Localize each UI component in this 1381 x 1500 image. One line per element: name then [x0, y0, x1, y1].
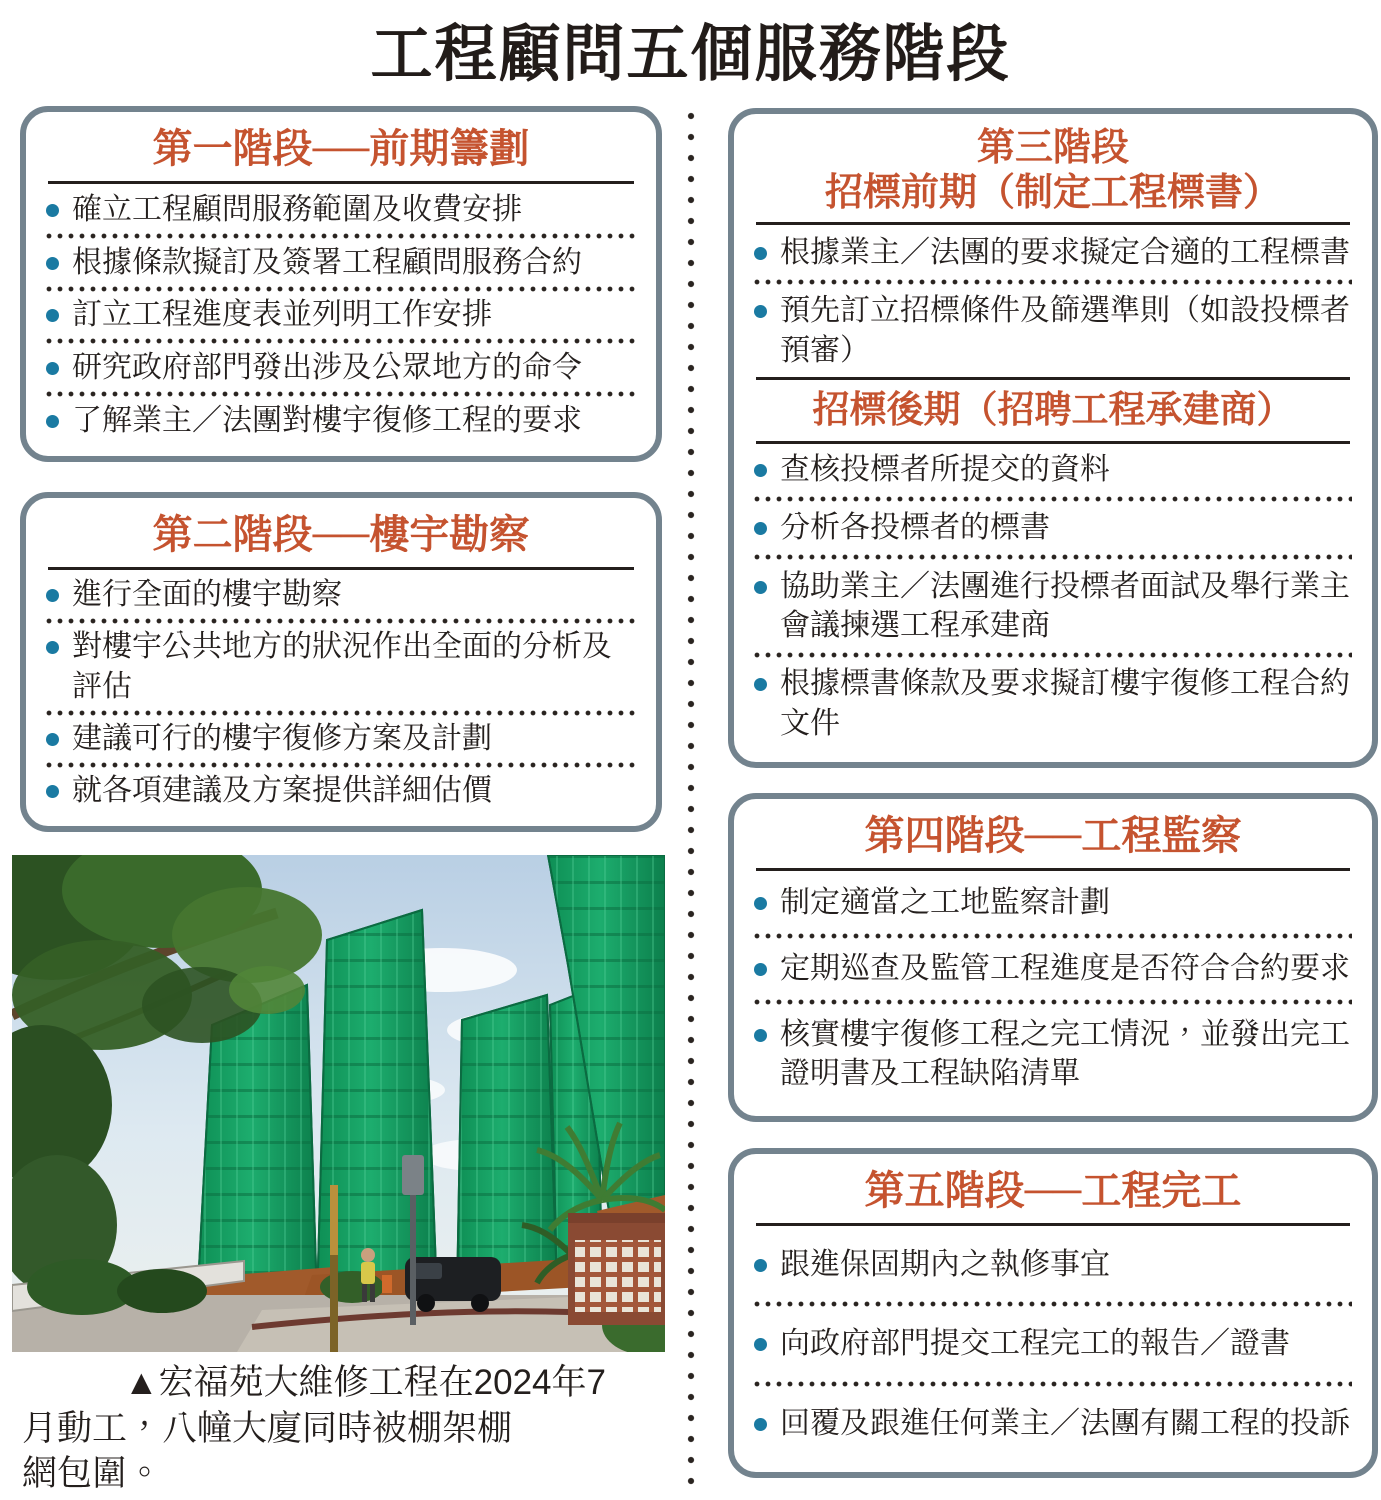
photo-brick-wall: [568, 1213, 665, 1325]
list-item: 制定適當之工地監察計劃: [752, 880, 1354, 926]
bullet-icon: [754, 305, 767, 318]
bullet-icon: [754, 1338, 767, 1351]
bullet-icon: [754, 897, 767, 910]
bullet-icon: [46, 733, 59, 746]
subheader-underline: [756, 441, 1350, 444]
dotted-separator: [754, 1381, 1352, 1387]
bullet-icon: [754, 963, 767, 976]
dotted-separator: [46, 762, 636, 768]
list-item: 核實樓宇復修工程之完工情況，並發出完工證明書及工程缺陷清單: [752, 1012, 1354, 1097]
dotted-separator: [46, 710, 636, 716]
bullet-icon: [46, 204, 59, 217]
stage1-box: [20, 106, 662, 462]
list-item: 建議可行的樓宇復修方案及計劃: [44, 716, 638, 762]
dotted-separator: [754, 999, 1352, 1005]
dotted-separator: [46, 391, 636, 397]
stage5-items: [752, 1226, 1354, 1460]
stage3-subheader: 招標後期（招聘工程承建商）: [812, 389, 1294, 431]
list-item: 根據條款擬訂及簽署工程顧問服務合約: [44, 240, 638, 286]
dotted-separator: [754, 652, 1352, 658]
stage2-items: [44, 570, 638, 814]
stage4-box: [728, 793, 1378, 1122]
bullet-icon: [46, 415, 59, 428]
stage5-box: [728, 1148, 1378, 1478]
bullet-icon: [46, 641, 59, 654]
list-item: 根據標書條款及要求擬訂樓宇復修工程合約文件: [752, 661, 1354, 746]
list-item: 研究政府部門發出涉及公眾地方的命令: [44, 345, 638, 391]
list-item: 跟進保固期內之執修事宜: [752, 1242, 1354, 1288]
stage3-items: [752, 225, 1354, 750]
list-item: 就各項建議及方案提供詳細估價: [44, 768, 638, 814]
list-item: 協助業主／法團進行投標者面試及舉行業主會議揀選工程承建商: [752, 564, 1354, 649]
construction-site-photo: [12, 855, 665, 1352]
stage2-header: 第二階段──樓宇勘察: [152, 513, 530, 557]
list-item: 回覆及跟進任何業主／法團有關工程的投訴: [752, 1401, 1354, 1447]
list-item: 進行全面的樓宇勘察: [44, 572, 638, 618]
stage4-items: [752, 871, 1354, 1104]
bullet-icon: [754, 1418, 767, 1431]
bullet-icon: [46, 257, 59, 270]
list-item: 訂立工程進度表並列明工作安排: [44, 292, 638, 338]
bullet-icon: [754, 522, 767, 535]
bullet-icon: [46, 785, 59, 798]
dotted-separator: [46, 338, 636, 344]
bullet-icon: [46, 309, 59, 322]
stage1-header: 第一階段──前期籌劃: [152, 127, 530, 171]
bullet-icon: [46, 589, 59, 602]
bullet-icon: [754, 247, 767, 260]
photo-caption: [22, 1360, 670, 1497]
bullet-icon: [754, 464, 767, 477]
bullet-icon: [754, 1259, 767, 1272]
list-item: 對樓宇公共地方的狀況作出全面的分析及評估: [44, 624, 638, 709]
list-item: 確立工程顧問服務範圍及收費安排: [44, 187, 638, 233]
stage4-header: 第四階段──工程監察: [864, 814, 1242, 858]
caption-line: 月動工，八幢大廈同時被棚架棚: [22, 1408, 513, 1448]
list-item: 根據業主／法團的要求擬定合適的工程標書: [752, 230, 1354, 276]
list-item: 分析各投標者的標書: [752, 505, 1354, 551]
dotted-separator: [46, 618, 636, 624]
vertical-dotted-divider: [687, 112, 695, 1494]
stage5-header: 第五階段──工程完工: [864, 1169, 1242, 1213]
stage3-header-line1: 第三階段: [976, 127, 1129, 169]
list-item: 了解業主／法團對樓宇復修工程的要求: [44, 398, 638, 444]
dotted-separator: [46, 286, 636, 292]
bullet-icon: [754, 1029, 767, 1042]
dotted-separator: [754, 1301, 1352, 1307]
dotted-separator: [754, 933, 1352, 939]
caption-line: ▲宏福苑大維修工程在2024年7: [124, 1363, 606, 1402]
list-item: 向政府部門提交工程完工的報告／證書: [752, 1321, 1354, 1367]
dotted-separator: [754, 279, 1352, 285]
bullet-icon: [754, 581, 767, 594]
page-title: 工程顧問五個服務階段: [370, 20, 1011, 89]
list-item: 查核投標者所提交的資料: [752, 447, 1354, 493]
caption-line: 網包圍。: [22, 1454, 163, 1493]
stage1-items: [44, 184, 638, 444]
list-item: 定期巡查及監管工程進度是否符合合約要求: [752, 946, 1354, 992]
bullet-icon: [46, 362, 59, 375]
dotted-separator: [754, 554, 1352, 560]
stage2-box: [20, 492, 662, 832]
bullet-icon: [754, 678, 767, 691]
stage3-box: [728, 108, 1378, 768]
dotted-separator: [754, 496, 1352, 502]
list-item: 預先訂立招標條件及篩選準則（如設投標者預審）: [752, 288, 1354, 373]
subheader-topline: [756, 377, 1350, 380]
stage3-header-line2: 招標前期（制定工程標書）: [824, 171, 1281, 214]
stage3-header: [752, 122, 1354, 222]
dotted-separator: [46, 233, 636, 239]
